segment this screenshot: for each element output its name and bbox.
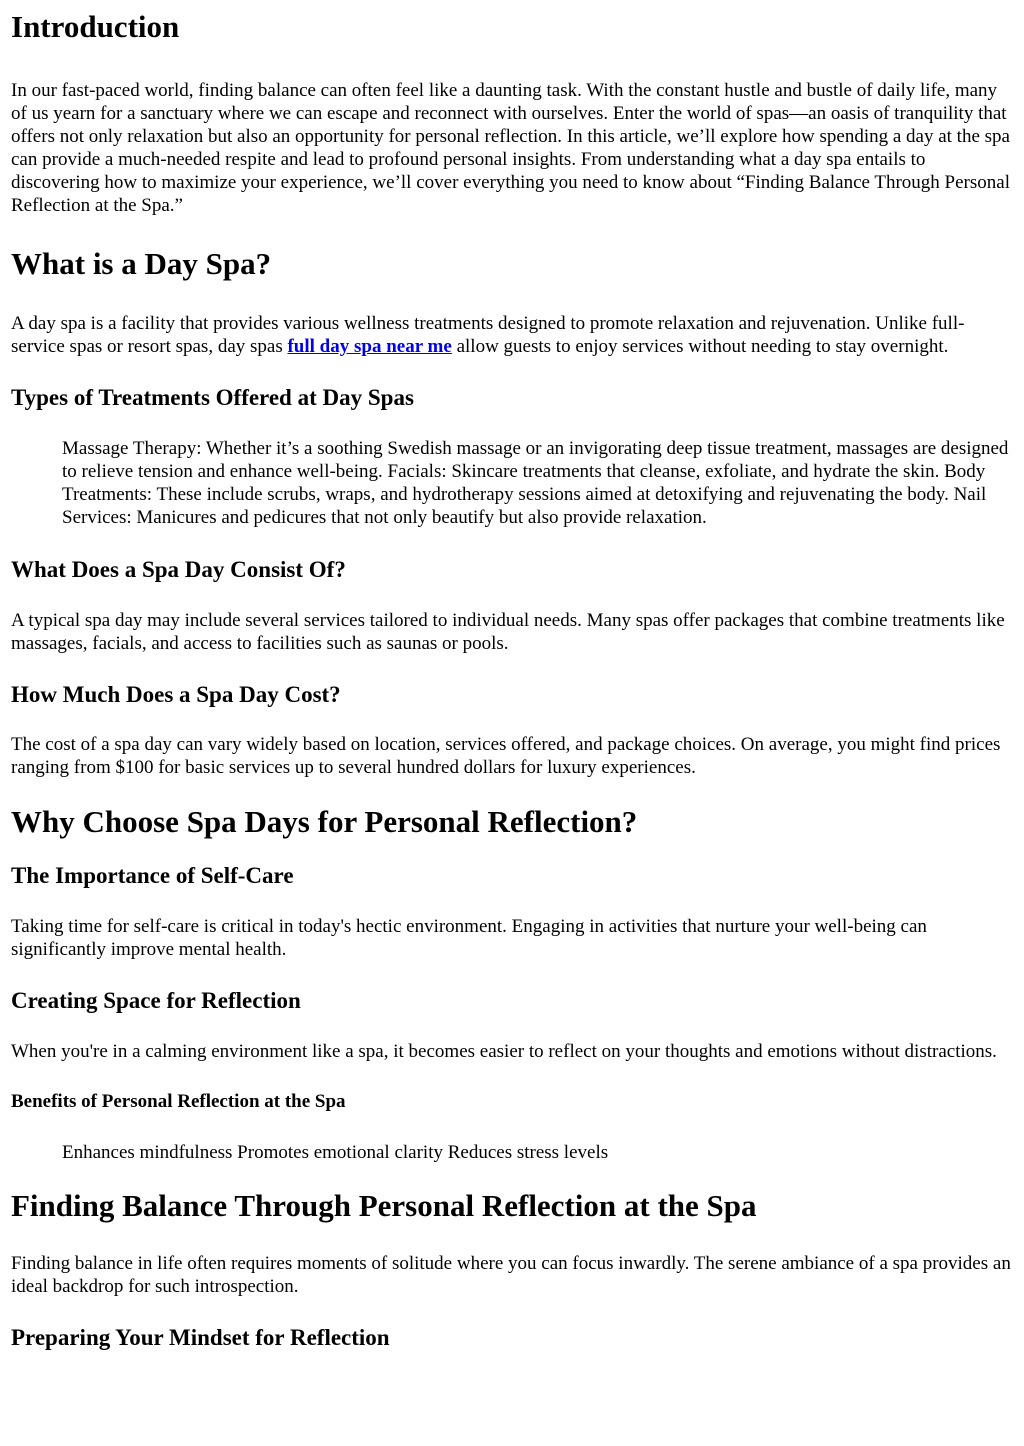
consist-paragraph: A typical spa day may include several services tailored to individual needs. Many spas offer packages that combine treatments like massages, facials, and access to facilities such as saunas or pools. (11, 610, 1005, 654)
benefits-list: Enhances mindfulness Promotes emotional clarity Reduces stress levels (62, 1142, 609, 1163)
heading-spa-day-consist: What Does a Spa Day Consist Of? (11, 557, 346, 582)
heading-finding-balance: Finding Balance Through Personal Reflection at the Spa (11, 1188, 757, 1223)
day-spa-paragraph (11, 312, 1013, 358)
intro-paragraph: In our fast-paced world, finding balance can often feel like a daunting task. With the constant hustle and bustle of daily life, many of us yearn for a sanctuary where we can escape and reconnect with ourselves. Enter the world of spas—an oasis of tranquility that offers not only relaxation but also an opportunity for personal reflection. In this article, we’ll explore how spending a day at the spa can provide a much-needed respite and lead to profound personal insights. From understanding what a day spa entails to discovering how to maximize your experience, we’ll cover everything you need to know about “Finding Balance Through Personal Reflection at the Spa.” (11, 80, 1010, 216)
heading-importance-self-care: The Importance of Self-Care (11, 863, 294, 888)
finding-balance-paragraph: Finding balance in life often requires moments of solitude where you can focus inwardly. The serene ambiance of a spa provides an ideal backdrop for such introspection. (11, 1253, 1011, 1297)
heading-why-choose-spa-days: Why Choose Spa Days for Personal Reflection? (11, 804, 638, 839)
cost-paragraph: The cost of a spa day can vary widely based on location, services offered, and package choices. On average, you might find prices ranging from $100 for basic services up to several hundred dollars for luxury experiences. (11, 734, 1001, 778)
day-spa-text-before-link: A day spa is a facility that provides various wellness treatments designed to promote relaxation and rejuvenation. Unlike full-service spas or resort spas, day spas (11, 313, 965, 357)
creating-space-paragraph: When you're in a calming environment like a spa, it becomes easier to reflect on your thoughts and emotions without distractions. (11, 1041, 997, 1062)
heading-preparing-mindset: Preparing Your Mindset for Reflection (11, 1325, 390, 1350)
heading-benefits-reflection: Benefits of Personal Reflection at the Spa (11, 1091, 346, 1112)
full-day-spa-near-me-link[interactable]: full day spa near me (287, 336, 452, 357)
heading-what-is-day-spa: What is a Day Spa? (11, 246, 272, 281)
day-spa-text-after-link: allow guests to enjoy services without needing to stay overnight. (451, 336, 949, 357)
treatments-list: Massage Therapy: Whether it’s a soothing Swedish massage or an invigorating deep tissue treatment, massages are designed to relieve tension and enhance well-being. Facials: Skincare treatments that cleanse, exfoliate, and hydrate the skin. Body Treatments: These include scrubs, wraps, and hydrotherapy sessions aimed at detoxifying and rejuvenating the body. Nail Services: Manicures and pedicures that not only beautify but also provide relaxation. (62, 438, 1009, 528)
heading-types-of-treatments: Types of Treatments Offered at Day Spas (11, 385, 414, 410)
heading-creating-space: Creating Space for Reflection (11, 988, 301, 1013)
self-care-paragraph: Taking time for self-care is critical in today's hectic environment. Engaging in activities that nurture your well-being can significantly improve mental health. (11, 916, 927, 960)
heading-introduction: Introduction (11, 9, 180, 44)
heading-spa-day-cost: How Much Does a Spa Day Cost? (11, 682, 341, 707)
